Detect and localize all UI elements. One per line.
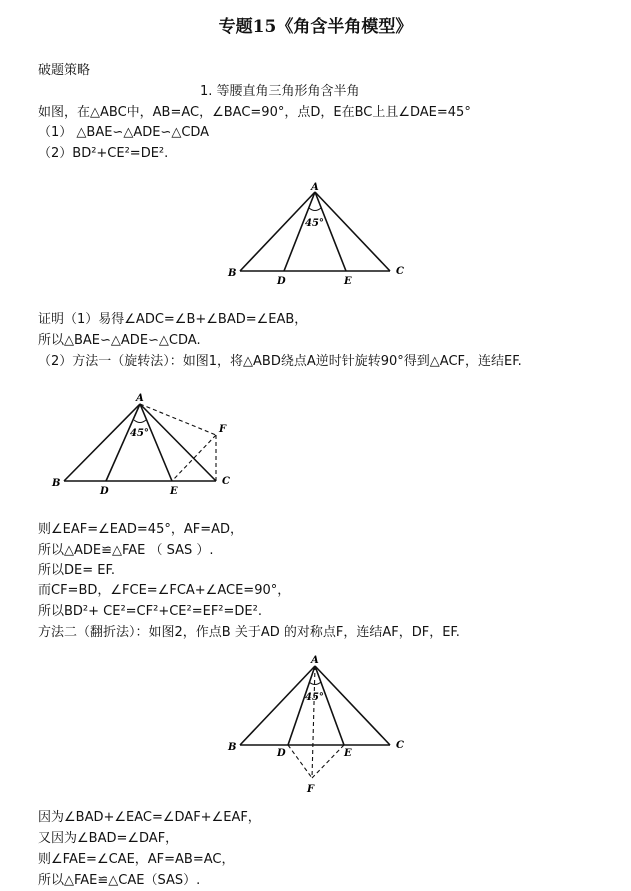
text-line: （1） △BAE∽△ADE∽△CDA (38, 125, 210, 140)
label-d: D (100, 486, 109, 497)
label-b: B (228, 268, 237, 279)
label-angle: 45° (305, 218, 324, 229)
label-c: C (222, 476, 230, 487)
text-line: 方法二（翻折法）：如图2，作点B 关于AD 的对称点F，连结AF，DF，EF. (38, 625, 460, 640)
text-line: 所以DE= EF. (38, 563, 115, 578)
text-line: 所以△BAE∽△ADE∽△CDA. (38, 333, 201, 348)
figure-triangle-1 (0, 180, 631, 290)
label-e: E (170, 486, 178, 497)
text-line: 如图，在△ABC中，AB=AC，∠BAC=90°，点D，E在BC上且∠DAE=45° (38, 105, 471, 120)
text-line: 又因为∠BAD=∠DAF， (38, 831, 179, 846)
figure-reflection (0, 652, 631, 797)
label-f: F (307, 784, 315, 795)
page-title: 专题15《角含半角模型》 (218, 17, 413, 37)
section-heading: 破题策略 (38, 63, 91, 78)
text-line: （2）BD²+CE²=DE². (38, 146, 169, 161)
text-line: （2）方法一（旋转法）：如图1，将△ABD绕点A逆时针旋转90°得到△ACF，连结EF. (38, 354, 522, 369)
label-angle: 45° (305, 692, 324, 703)
label-b: B (52, 478, 61, 489)
label-a: A (311, 655, 319, 666)
label-f: F (219, 424, 227, 435)
label-c: C (396, 266, 404, 277)
text-line: 因为∠BAD+∠EAC=∠DAF+∠EAF， (38, 810, 261, 825)
text-line: 证明（1）易得∠ADC=∠B+∠BAD=∠EAB， (38, 312, 308, 327)
text-line: 则∠FAE=∠CAE，AF=AB=AC， (38, 852, 235, 867)
label-d: D (277, 276, 286, 287)
label-e: E (344, 748, 352, 759)
subsection-heading: 1. 等腰直角三角形角含半角 (200, 84, 360, 99)
label-a: A (311, 182, 319, 193)
label-b: B (228, 742, 237, 753)
text-line: 所以△ADE≌△FAE （ SAS ）. (38, 543, 214, 558)
label-angle: 45° (130, 428, 149, 439)
label-e: E (344, 276, 352, 287)
text-line: 所以△FAE≌△CAE（SAS）. (38, 873, 201, 888)
figure-rotation (0, 390, 631, 497)
text-line: 所以BD²+ CE²=CF²+CE²=EF²=DE². (38, 604, 262, 619)
label-d: D (277, 748, 286, 759)
label-c: C (396, 740, 404, 751)
label-a: A (136, 393, 144, 404)
text-line: 则∠EAF=∠EAD=45°，AF=AD， (38, 522, 244, 537)
text-line: 而CF=BD，∠FCE=∠FCA+∠ACE=90°， (38, 583, 291, 598)
